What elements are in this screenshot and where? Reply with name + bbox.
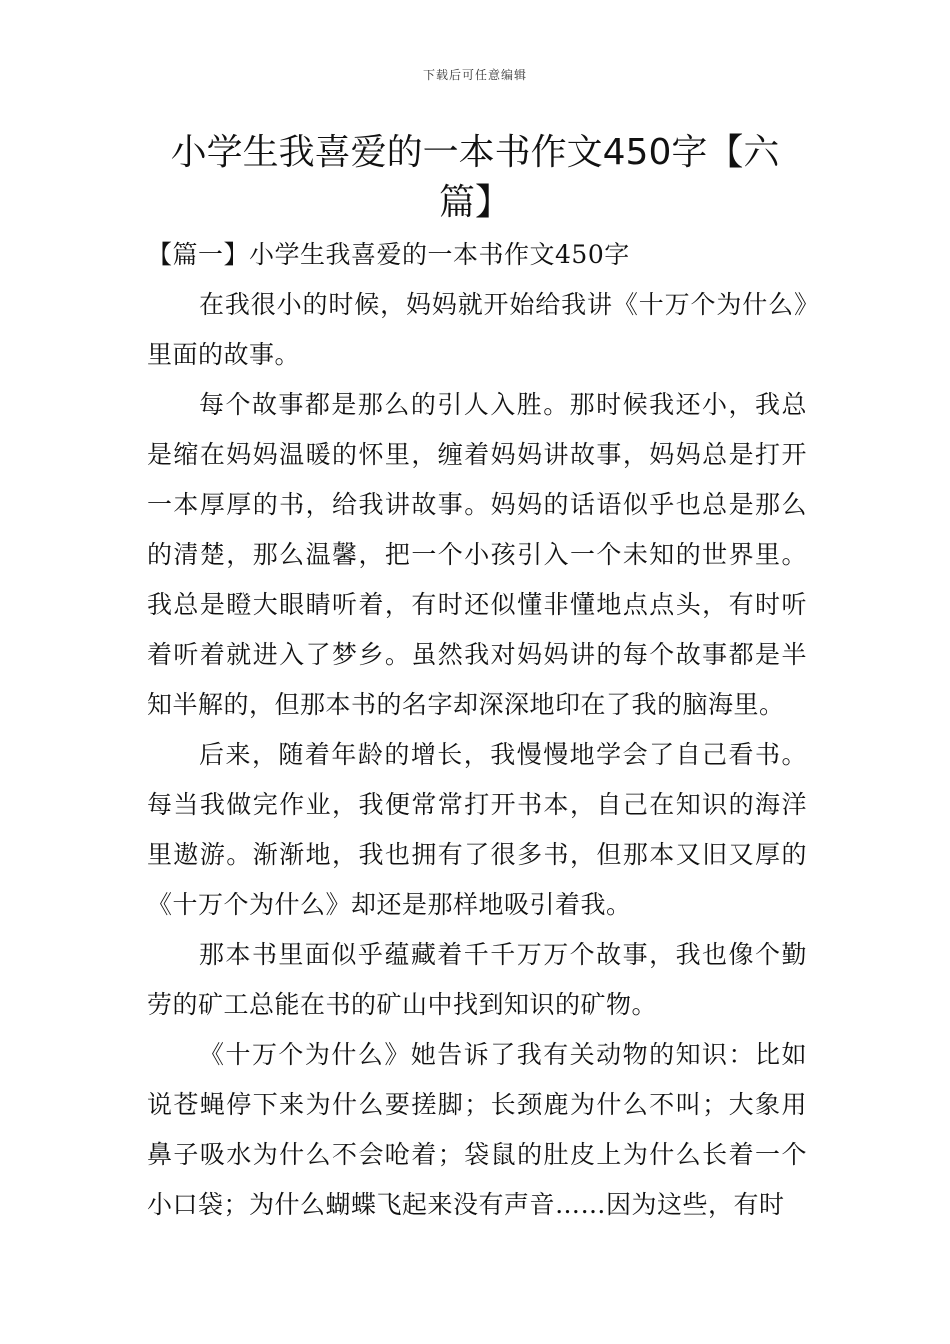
paragraph: 在我很小的时候，妈妈就开始给我讲《十万个为什么》里面的故事。 (147, 290, 807, 369)
paragraph: 《十万个为什么》她告诉了我有关动物的知识：比如说苍蝇停下来为什么要搓脚；长颈鹿为什么不叫；大象用鼻子吸水为什么不会呛着；袋鼠的肚皮上为什么长着一个小口袋；为什么蝴蝶飞起来没有声音……因为这些，有时 (147, 1040, 807, 1219)
paragraph: 那本书里面似乎蕴藏着千千万万个故事，我也像个勤劳的矿工总能在书的矿山中找到知识的矿物。 (147, 940, 807, 1019)
header-note: 下载后可任意编辑 (422, 68, 527, 82)
document-title: 小学生我喜爱的一本书作文450字【六篇】 (170, 132, 780, 223)
paragraph: 每个故事都是那么的引人入胜。那时候我还小，我总是缩在妈妈温暖的怀里，缠着妈妈讲故事，妈妈总是打开一本厚厚的书，给我讲故事。妈妈的话语似乎也总是那么的清楚，那么温馨，把一个小孩引入一个未知的世界里。我总是瞪大眼睛听着，有时还似懂非懂地点点头，有时听着听着就进入了梦乡。虽然我对妈妈讲的每个故事都是半知半解的，但那本书的名字却深深地印在了我的脑海里。 (147, 390, 807, 719)
document-body (147, 230, 807, 1230)
paragraph: 后来，随着年龄的增长，我慢慢地学会了自己看书。每当我做完作业，我便常常打开书本，自己在知识的海洋里遨游。渐渐地，我也拥有了很多书，但那本又旧又厚的《十万个为什么》却还是那样地吸引着我。 (147, 740, 807, 919)
section-heading: 【篇一】小学生我喜爱的一本书作文450字 (147, 240, 630, 269)
